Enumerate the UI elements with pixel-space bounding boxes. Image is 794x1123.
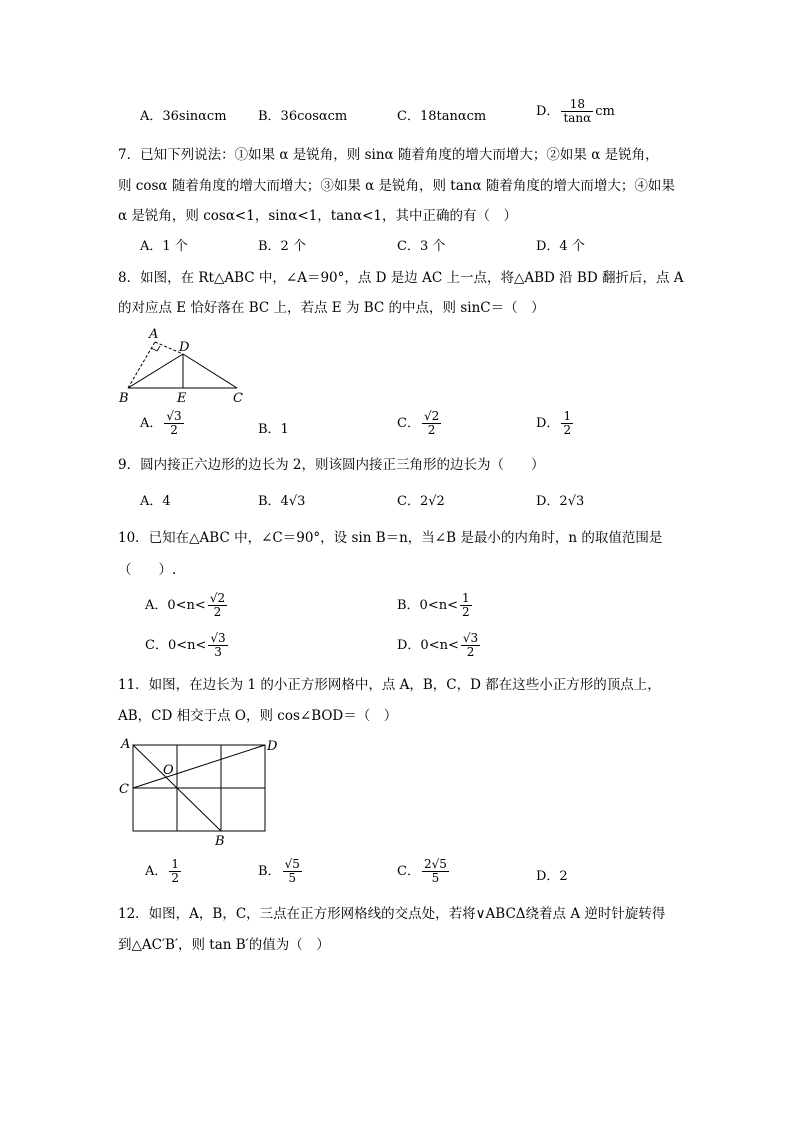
q8-figure <box>115 326 255 404</box>
q6-option-d: D． $\frac{18}{\tan\alpha}$ cm <box>536 97 615 125</box>
q8-segment-dc <box>183 354 237 388</box>
q11-option-a: A． $\frac{1}{2}$ <box>145 857 180 885</box>
q9-option-d: D．2√3 <box>536 494 585 509</box>
q11-option-b: B． $\frac{√5}{5}$ <box>258 857 300 885</box>
q11-label-o: O <box>163 763 174 778</box>
q8-label-e: E <box>177 391 187 404</box>
q11-label-a: A <box>121 737 131 752</box>
q7-line-1: 7．已知下列说法：①如果 α 是锐角，则 sinα 随着角度的增大而增大；②如果 α 是锐角， <box>118 147 659 163</box>
q6-option-b: B．36cosαcm <box>258 109 348 124</box>
q9-line-1: 9．圆内接正六边形的边长为 2，则该圆内接正三角形的边长为（ ） <box>118 457 545 473</box>
q11-line-2: AB，CD 相交于点 O，则 cos∠BOD＝（ ） <box>118 708 398 724</box>
q10-line-1: 10．已知在△ABC 中，∠C＝90°，设 sin B＝n，当∠B 是最小的内角时，n 的取值范围是 <box>118 530 663 546</box>
q9-option-a: A．4 <box>140 494 171 509</box>
q11-label-b: B <box>215 834 225 849</box>
q11-option-d: D．2 <box>536 869 568 884</box>
q11-figure <box>115 734 285 850</box>
q11-label-c: C <box>119 782 129 797</box>
q11-segment-cd <box>133 745 265 788</box>
q6-option-c: C．18tanαcm <box>397 109 487 124</box>
q11-label-d: D <box>267 739 278 754</box>
q10-line-2: （ ）. <box>118 562 177 578</box>
q10-option-a: A．0<n< $\frac{√2}{2}$ <box>145 591 226 619</box>
q8-label-d: D <box>179 340 190 355</box>
q8-label-c: C <box>233 391 243 404</box>
q9-option-b: B．4√3 <box>258 494 306 509</box>
q10-option-c: C．0<n< $\frac{√3}{3}$ <box>145 631 226 659</box>
q11-option-c: C． $\frac{2√5}{5}$ <box>397 857 447 885</box>
q10-option-b: B．0<n< $\frac{1}{2}$ <box>397 591 470 619</box>
q7-option-a: A．1 个 <box>140 239 188 254</box>
q7-line-2: 则 cosα 随着角度的增大而增大；③如果 α 是锐角，则 tanα 随着角度的增大而增大；④如果 <box>118 178 675 194</box>
q8-option-a: A． $\frac{√3}{2}$ <box>140 409 182 437</box>
q8-line-2: 的对应点 E 恰好落在 BC 上，若点 E 为 BC 的中点，则 sinC＝（ ） <box>118 300 545 316</box>
q8-line-1: 8．如图，在 Rt△ABC 中，∠A＝90°，点 D 是边 AC 上一点，将△ABD 沿 BD 翻折后，点 A <box>118 270 684 286</box>
q11-line-1: 11．如图，在边长为 1 的小正方形网格中，点 A，B，C，D 都在这些小正方形的顶点上， <box>118 677 661 693</box>
q7-line-3: α 是锐角，则 cosα<1，sinα<1，tanα<1，其中正确的有（ ） <box>118 208 517 224</box>
q12-line-2: 到△AC′B′，则 tan B′的值为（ ） <box>118 937 330 953</box>
q8-segment-ab <box>128 342 155 388</box>
q9-option-c: C．2√2 <box>397 494 445 509</box>
q6-option-a: A．36sinαcm <box>140 109 227 124</box>
q7-option-b: B．2 个 <box>258 239 306 254</box>
q8-option-b: B．1 <box>258 422 289 437</box>
q8-segment-bd <box>128 354 183 388</box>
q7-option-c: C．3 个 <box>397 239 446 254</box>
q10-option-d: D．0<n< $\frac{√3}{2}$ <box>397 631 479 659</box>
q12-line-1: 12．如图，A，B，C，三点在正方形网格线的交点处，若将∨ABCΔ绕着点 A 逆时针旋转得 <box>118 906 666 922</box>
q8-label-a: A <box>149 327 159 342</box>
q8-option-d: D． $\frac{1}{2}$ <box>536 409 572 437</box>
q7-option-d: D．4 个 <box>536 239 585 254</box>
q8-option-c: C． $\frac{√2}{2}$ <box>397 409 440 437</box>
q8-label-b: B <box>119 391 129 404</box>
